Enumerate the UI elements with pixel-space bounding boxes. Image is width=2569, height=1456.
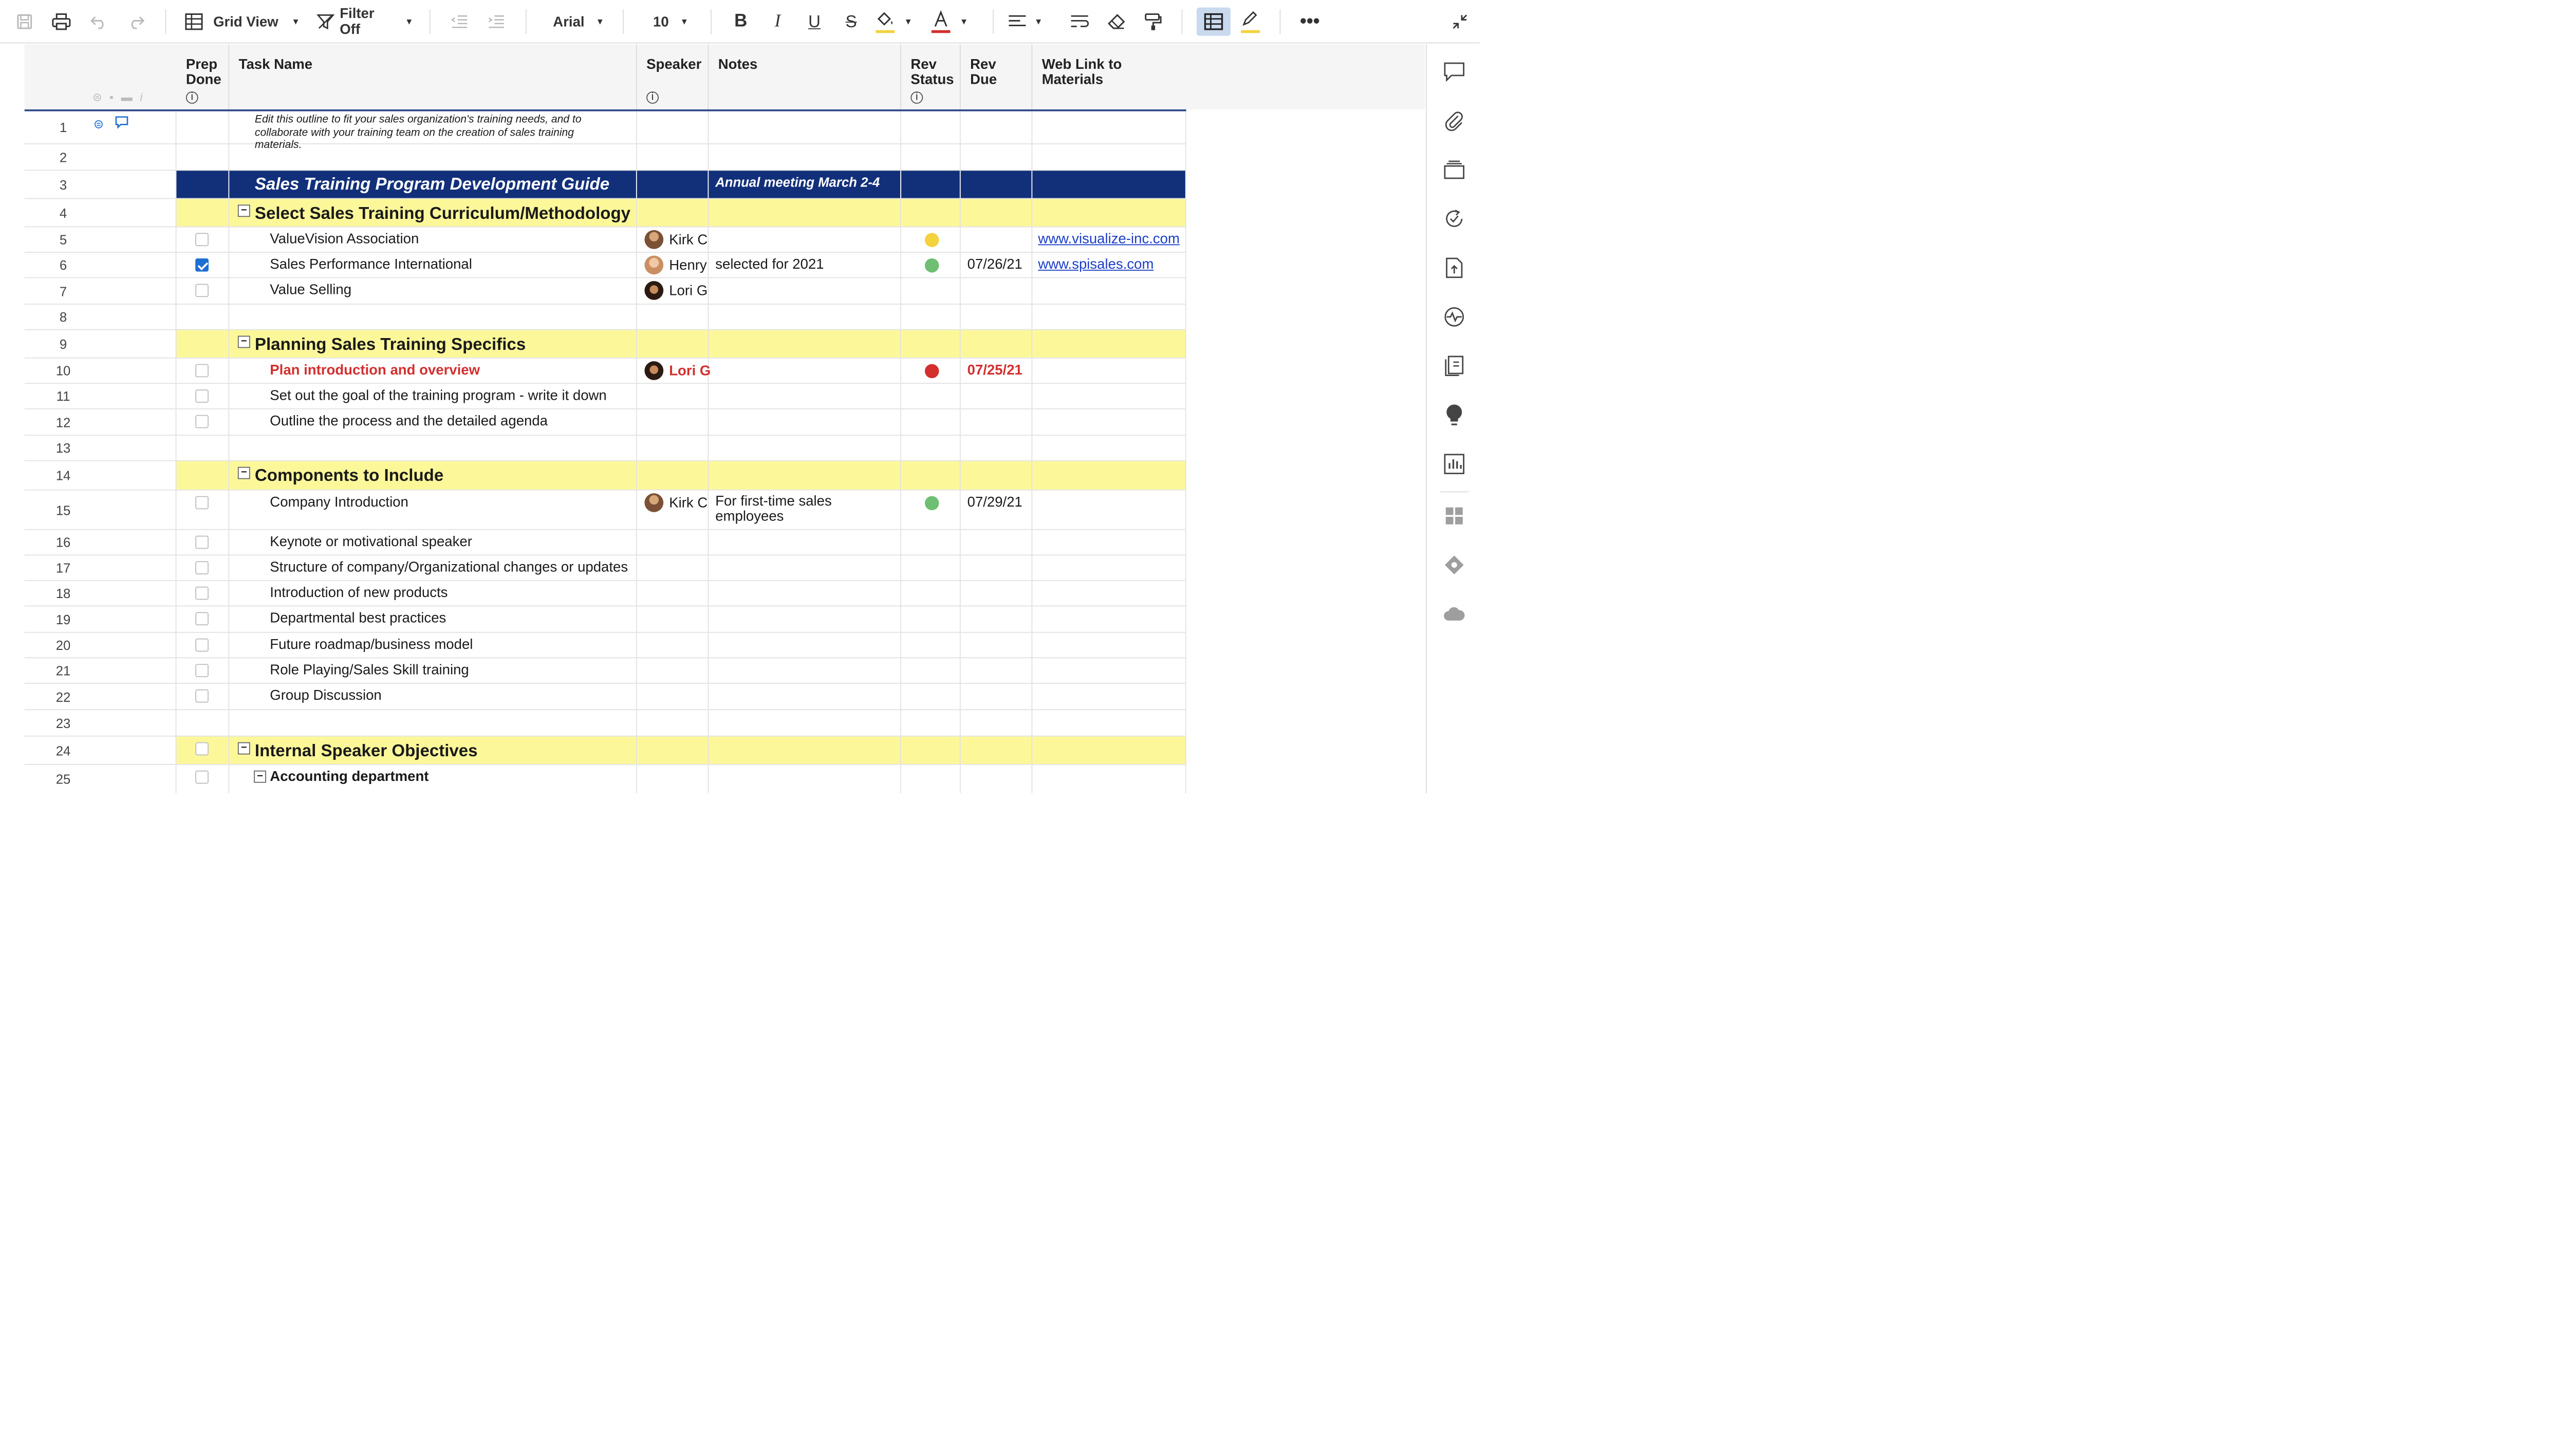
table-row[interactable] xyxy=(25,555,1186,581)
task-cell[interactable] xyxy=(229,384,637,408)
task-note-text: Edit this outline to fit your sales organization's training needs, and to collaborate with your training team on the creation of sales training materials. xyxy=(254,114,582,151)
row-number: 1 xyxy=(59,120,67,135)
prep-done-checkbox[interactable] xyxy=(195,742,209,756)
notes-text: Annual meeting March 2-4 xyxy=(715,174,880,190)
view-label: Grid View xyxy=(213,13,278,30)
collapse-toggle-icon[interactable]: − xyxy=(238,336,250,348)
row-number: 2 xyxy=(59,149,67,165)
ideas-icon[interactable] xyxy=(1443,404,1465,426)
column-header-task-name[interactable] xyxy=(229,44,637,109)
sidebar-divider xyxy=(1440,491,1468,492)
speaker-cell[interactable] xyxy=(637,491,709,529)
row-number: 12 xyxy=(55,414,71,430)
task-cell[interactable] xyxy=(229,491,637,529)
chevron-down-icon: ▼ xyxy=(1034,17,1043,27)
row-indicator-icons xyxy=(92,90,142,104)
row-number: 8 xyxy=(59,309,67,325)
highlight-swatch xyxy=(1241,30,1260,33)
row-number: 11 xyxy=(56,388,70,404)
table-row[interactable] xyxy=(25,633,1186,659)
integrations-icon[interactable] xyxy=(1443,554,1465,576)
chevron-down-icon: ▼ xyxy=(405,17,414,27)
row-number: 6 xyxy=(59,257,67,273)
prep-done-checkbox[interactable] xyxy=(195,689,209,703)
section-title: Internal Speaker Objectives xyxy=(254,741,478,760)
column-label: Task Name xyxy=(238,57,313,73)
row-number: 15 xyxy=(55,502,71,517)
row-number: 13 xyxy=(55,440,71,456)
align-button[interactable] xyxy=(1008,8,1055,36)
task-cell[interactable] xyxy=(229,581,637,606)
status-dot-green[interactable] xyxy=(925,258,939,273)
task-cell[interactable] xyxy=(229,227,637,252)
prep-done-checkbox[interactable] xyxy=(195,415,209,428)
row-number: 14 xyxy=(55,468,71,483)
table-row[interactable] xyxy=(25,278,1186,305)
table-row[interactable] xyxy=(25,684,1186,710)
bold-button[interactable]: B xyxy=(734,11,748,31)
font-family-select[interactable] xyxy=(553,8,609,36)
attachment-icon[interactable]: ⊜ xyxy=(93,117,104,132)
speaker-cell[interactable] xyxy=(637,227,709,252)
web-link-cell[interactable] xyxy=(1032,227,1186,252)
task-cell[interactable] xyxy=(229,330,637,357)
notes-cell[interactable] xyxy=(709,171,901,198)
collapse-toggle-icon[interactable]: − xyxy=(238,204,250,217)
font-family-value: Arial xyxy=(553,13,585,30)
save-icon[interactable] xyxy=(11,8,38,36)
task-cell[interactable] xyxy=(229,658,637,683)
task-text: Sales Performance International xyxy=(270,256,472,273)
task-cell[interactable] xyxy=(229,359,637,383)
task-cell[interactable] xyxy=(229,633,637,658)
highlighter-icon xyxy=(1241,10,1260,33)
speaker-name: Lori G xyxy=(669,363,711,379)
chevron-down-icon: ▼ xyxy=(680,17,689,27)
underline-button[interactable]: U xyxy=(808,11,821,31)
summary-icon[interactable] xyxy=(1443,354,1465,377)
task-text: Company Introduction xyxy=(270,494,408,511)
collapse-toggle-icon[interactable]: − xyxy=(254,771,266,783)
task-text: Plan introduction and overview xyxy=(270,362,480,379)
filter-button[interactable] xyxy=(317,8,413,36)
row-number: 24 xyxy=(55,742,71,758)
avatar xyxy=(644,493,663,512)
web-link-cell[interactable] xyxy=(1032,253,1186,277)
task-text: Future roadmap/business model xyxy=(270,637,473,653)
collapse-toolbar-icon[interactable] xyxy=(1448,8,1471,36)
table-row[interactable] xyxy=(25,658,1186,684)
row-number: 3 xyxy=(59,177,67,192)
row-number: 25 xyxy=(55,771,71,787)
table-row[interactable] xyxy=(25,253,1186,278)
speaker-name: Kirk C xyxy=(669,495,708,511)
prep-done-checkbox[interactable] xyxy=(195,496,209,510)
web-link[interactable]: www.visualize-inc.com xyxy=(1038,231,1180,247)
align-left-icon xyxy=(1008,14,1027,29)
table-row[interactable] xyxy=(25,305,1186,330)
attachments-icon[interactable] xyxy=(1443,109,1465,132)
speaker-name: Kirk C xyxy=(669,232,708,248)
section-title: Select Sales Training Curriculum/Methodology xyxy=(254,203,631,223)
grid-lines-toggle[interactable] xyxy=(1197,8,1231,36)
italic-button[interactable]: I xyxy=(774,11,781,31)
format-painter-icon[interactable] xyxy=(1141,8,1166,36)
task-cell[interactable] xyxy=(229,278,637,304)
speaker-name: Lori G xyxy=(669,283,708,299)
row-number: 22 xyxy=(55,688,71,704)
table-row[interactable] xyxy=(25,384,1186,409)
filter-icon xyxy=(317,13,334,30)
text-color-button[interactable] xyxy=(932,8,977,36)
column-header-speaker[interactable] xyxy=(637,44,709,109)
task-cell[interactable] xyxy=(229,199,637,226)
wrap-text-icon[interactable] xyxy=(1067,8,1092,36)
apps-icon[interactable] xyxy=(1443,505,1465,527)
task-text: Introduction of new products xyxy=(270,585,448,601)
strikethrough-button[interactable]: S xyxy=(845,11,857,31)
collapse-toggle-icon[interactable]: − xyxy=(238,467,250,479)
speaker-cell[interactable] xyxy=(637,359,709,383)
row-number: 16 xyxy=(55,534,71,550)
web-link[interactable]: www.spisales.com xyxy=(1038,256,1154,273)
row-number: 23 xyxy=(55,715,71,731)
proofing-icon[interactable] xyxy=(1443,158,1465,181)
chevron-down-icon: ▼ xyxy=(595,17,605,27)
task-cell[interactable] xyxy=(229,111,637,151)
task-cell[interactable] xyxy=(229,765,637,793)
row-number: 9 xyxy=(59,336,67,351)
task-text: ValueVision Association xyxy=(270,231,419,247)
task-cell[interactable] xyxy=(229,606,637,632)
fill-color-swatch xyxy=(876,30,895,33)
status-dot-red[interactable] xyxy=(925,364,939,379)
rev-due-date: 07/26/21 xyxy=(967,256,1022,273)
prep-done-checkbox[interactable] xyxy=(195,587,209,600)
section-title: Components to Include xyxy=(254,465,444,485)
table-row[interactable] xyxy=(25,461,1186,491)
dashboard-icon[interactable] xyxy=(1443,453,1465,475)
table-row[interactable] xyxy=(25,765,1186,793)
row-number: 4 xyxy=(59,205,67,220)
prep-done-checkbox[interactable] xyxy=(195,639,209,652)
column-label: Web Link to Materials xyxy=(1041,57,1122,88)
table-row[interactable] xyxy=(25,436,1186,461)
task-cell[interactable] xyxy=(229,409,637,435)
grid-icon xyxy=(185,13,203,30)
column-label: Rev Due xyxy=(970,57,997,88)
rev-due-date: 07/29/21 xyxy=(967,494,1022,511)
prep-done-checkbox[interactable] xyxy=(195,389,209,403)
task-text: Keynote or motivational speaker xyxy=(270,534,472,550)
more-options-icon[interactable]: ••• xyxy=(1300,11,1320,32)
row-number: 10 xyxy=(55,363,71,379)
task-cell[interactable] xyxy=(229,171,637,198)
row-number: 20 xyxy=(55,637,71,653)
task-text: Role Playing/Sales Skill training xyxy=(270,662,469,678)
update-requests-icon[interactable] xyxy=(1443,208,1465,230)
text-color-swatch xyxy=(932,30,951,33)
table-row[interactable] xyxy=(25,199,1186,227)
column-header-notes[interactable] xyxy=(709,44,901,109)
row-number: 17 xyxy=(55,560,71,575)
column-header-web-link[interactable] xyxy=(1032,44,1186,109)
undo-icon[interactable] xyxy=(86,8,112,36)
task-cell[interactable] xyxy=(229,253,637,277)
paint-bucket-icon xyxy=(876,10,896,33)
collapse-toggle-icon[interactable]: − xyxy=(238,742,250,755)
task-cell[interactable] xyxy=(229,684,637,710)
prep-done-checkbox[interactable] xyxy=(195,664,209,677)
info-icon[interactable]: i xyxy=(646,91,659,104)
column-label: Prep Done xyxy=(185,57,221,88)
table-row[interactable] xyxy=(25,737,1186,765)
status-dot-yellow[interactable] xyxy=(925,233,939,247)
table-row[interactable] xyxy=(25,359,1186,384)
task-text: Outline the process and the detailed agenda xyxy=(270,413,548,430)
comment-icon[interactable] xyxy=(115,116,128,133)
row-number: 21 xyxy=(55,663,71,678)
prep-done-checkbox[interactable] xyxy=(195,233,209,246)
font-size-value: 10 xyxy=(653,13,669,30)
fill-color-button[interactable] xyxy=(876,8,921,36)
row-number: 5 xyxy=(59,232,67,247)
rev-due-date: 07/25/21 xyxy=(967,362,1022,379)
table-row[interactable] xyxy=(25,581,1186,607)
speaker-cell[interactable] xyxy=(637,253,709,277)
avatar xyxy=(644,230,663,249)
grid-lines-icon xyxy=(1204,13,1223,30)
avatar xyxy=(644,255,663,274)
toolbar xyxy=(0,0,1480,43)
notes-cell[interactable] xyxy=(709,491,901,529)
column-label: Rev Status xyxy=(910,57,954,88)
task-cell[interactable] xyxy=(229,461,637,490)
info-icon[interactable]: i xyxy=(910,91,923,104)
table-row[interactable] xyxy=(25,409,1186,436)
speaker-name: Henry xyxy=(669,257,707,274)
prep-done-checkbox[interactable] xyxy=(195,284,209,297)
prep-done-checkbox[interactable] xyxy=(195,612,209,625)
table-row[interactable] xyxy=(25,606,1186,632)
avatar xyxy=(644,281,663,300)
task-cell[interactable] xyxy=(229,737,637,764)
section-title: Planning Sales Training Specifics xyxy=(254,334,526,354)
row-number: 19 xyxy=(55,611,71,627)
task-text: Departmental best practices xyxy=(270,610,446,626)
prep-done-checkbox[interactable] xyxy=(195,258,209,272)
speaker-cell[interactable] xyxy=(637,278,709,304)
task-cell[interactable] xyxy=(229,530,637,555)
eraser-icon[interactable] xyxy=(1104,8,1129,36)
info-icon[interactable]: i xyxy=(186,91,198,104)
guide-title: Sales Training Program Development Guide xyxy=(254,174,610,194)
text-color-icon xyxy=(932,10,952,33)
comment-indicator-icon: ▪ xyxy=(109,90,114,104)
redo-icon[interactable] xyxy=(123,8,149,36)
prep-done-checkbox[interactable] xyxy=(195,771,209,784)
table-row[interactable] xyxy=(25,491,1186,530)
highlight-changes-button[interactable] xyxy=(1238,8,1263,36)
prep-done-checkbox[interactable] xyxy=(195,536,209,549)
publish-icon[interactable] xyxy=(1443,256,1465,279)
table-row[interactable] xyxy=(25,227,1186,253)
column-header-rev-due[interactable] xyxy=(961,44,1033,109)
task-text: Accounting department xyxy=(270,769,429,785)
column-header-prep-done[interactable] xyxy=(176,44,229,109)
prep-done-checkbox[interactable] xyxy=(195,364,209,378)
column-label: Notes xyxy=(718,57,758,73)
cloud-icon[interactable] xyxy=(1443,603,1465,625)
task-cell[interactable] xyxy=(229,555,637,580)
chevron-down-icon: ▼ xyxy=(291,17,300,27)
avatar xyxy=(644,361,663,380)
table-row[interactable] xyxy=(25,144,1186,171)
view-switcher[interactable] xyxy=(185,8,302,36)
outdent-icon[interactable] xyxy=(448,8,472,36)
chevron-down-icon: ▼ xyxy=(904,17,913,27)
proof-indicator-icon: ▬ xyxy=(121,90,133,104)
task-text: Value Selling xyxy=(270,282,352,298)
indent-icon[interactable] xyxy=(484,8,509,36)
table-row[interactable] xyxy=(25,710,1186,736)
table-row[interactable] xyxy=(25,330,1186,358)
chevron-down-icon: ▼ xyxy=(959,17,969,27)
column-label: Speaker xyxy=(646,57,702,73)
comments-icon[interactable] xyxy=(1443,60,1465,83)
task-text: Structure of company/Organizational changes or updates xyxy=(270,559,628,575)
font-size-select[interactable] xyxy=(653,8,691,36)
rev-due-cell[interactable] xyxy=(961,491,1033,529)
table-row[interactable] xyxy=(25,171,1186,199)
notes-cell[interactable] xyxy=(709,253,901,277)
column-header-rev-status[interactable] xyxy=(901,44,961,109)
attachment-indicator-icon: ⊜ xyxy=(92,90,102,104)
rev-due-cell[interactable] xyxy=(961,253,1033,277)
activity-log-icon[interactable] xyxy=(1443,306,1465,328)
table-row[interactable] xyxy=(25,530,1186,556)
task-text: Group Discussion xyxy=(270,687,382,704)
task-text: Set out the goal of the training program - write it down xyxy=(270,387,607,404)
prep-done-checkbox[interactable] xyxy=(195,561,209,574)
rev-due-cell[interactable] xyxy=(961,359,1033,383)
row-number: 18 xyxy=(55,585,71,601)
info-indicator-icon: i xyxy=(140,90,143,104)
notes-text: selected for 2021 xyxy=(715,256,824,273)
row-number: 7 xyxy=(59,283,67,298)
notes-text: For first-time sales employees xyxy=(715,493,832,525)
right-panel xyxy=(1426,44,1481,793)
filter-label: Filter Off xyxy=(340,6,375,38)
table-row[interactable] xyxy=(25,111,1186,151)
status-dot-green[interactable] xyxy=(925,496,939,511)
print-icon[interactable] xyxy=(48,8,75,36)
